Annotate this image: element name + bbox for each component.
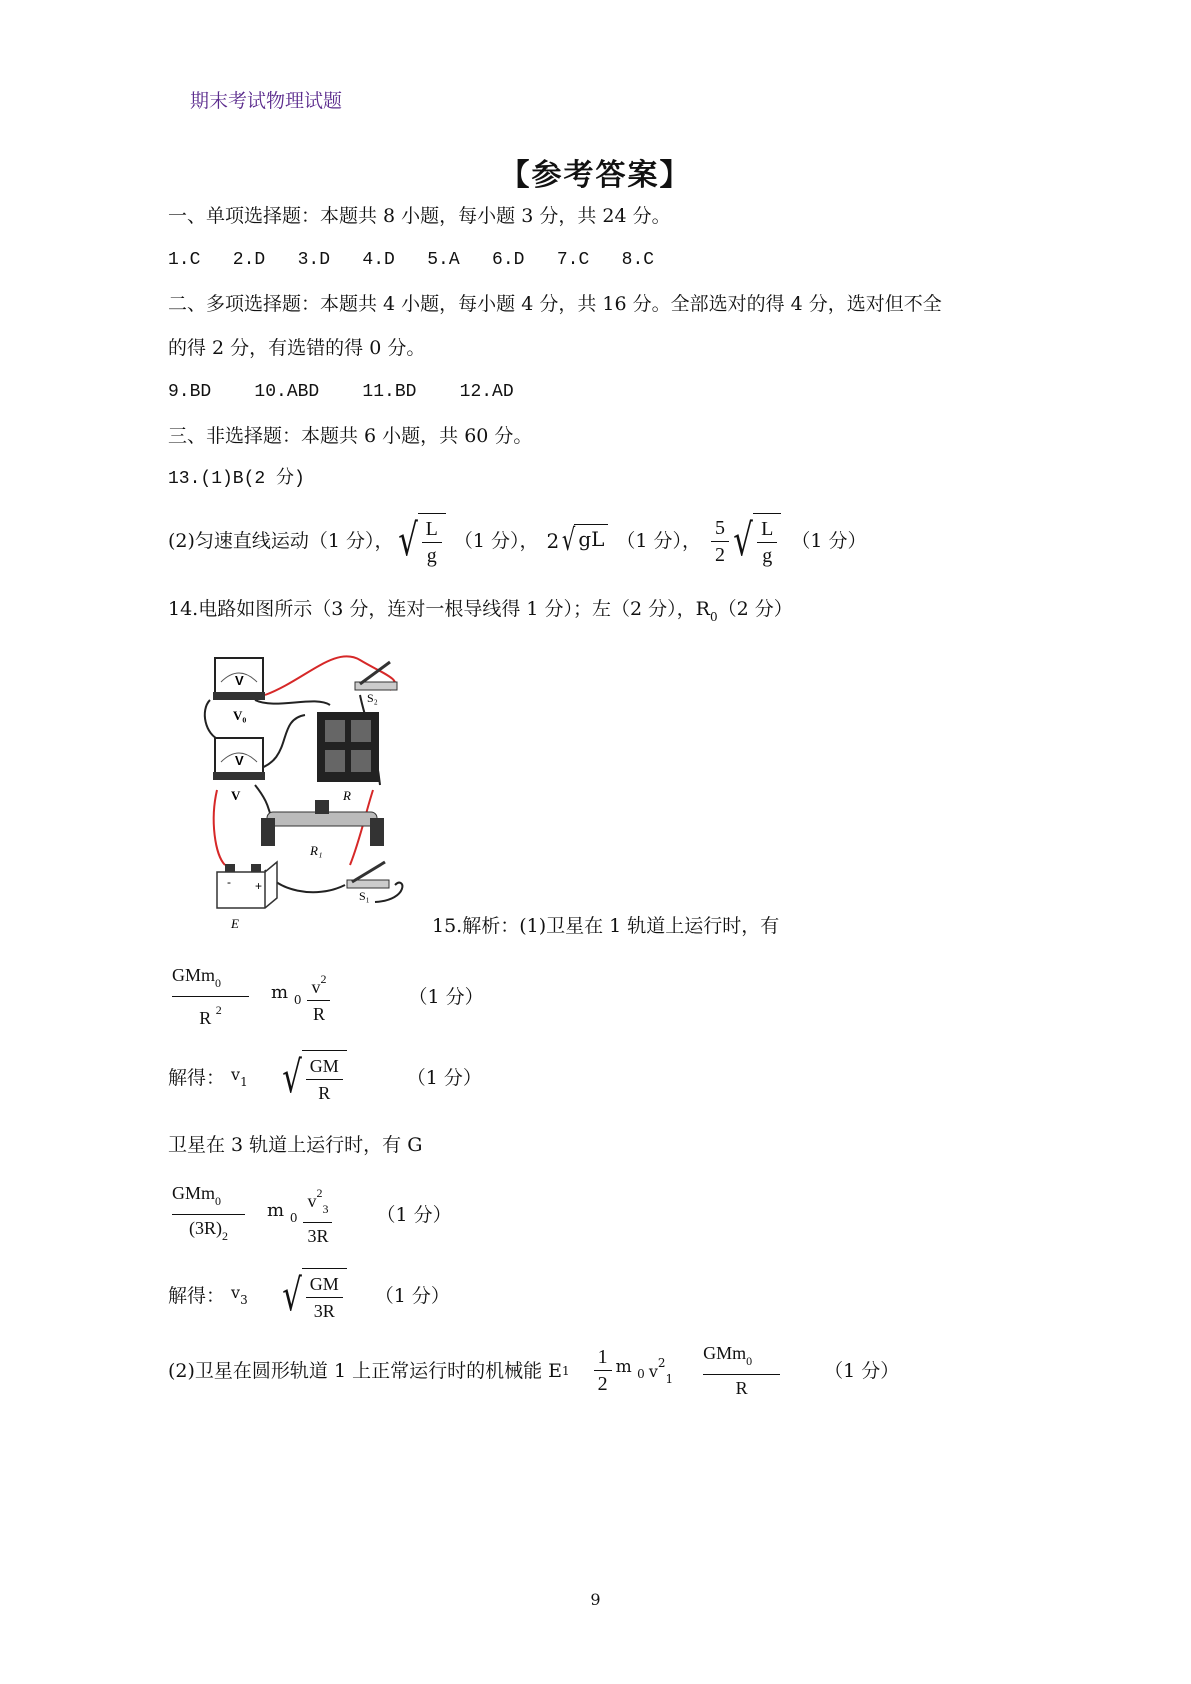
battery [217,862,277,908]
rheostat-r1 [261,800,384,846]
q15-part2: (2)卫星在圆形轨道 1 上正常运行时的机械能 E 1 $\frac{1}{2}$ m $_0$ $v^2_1$ $\frac{GMm_0}{R}$ （1 分） [168,1340,899,1401]
svg-text:+: + [255,879,263,893]
section2-heading-line2: 的得 2 分，有选错的得 0 分。 [168,337,426,359]
label-R: R [343,788,351,803]
q15-sol1: 解得： $v_1$ √ $\frac{GM}{R}$ （1 分） [168,1050,482,1106]
switch-s2 [355,662,397,690]
q14-text: 14.电路如图所示（3 分，连对一根导线得 1 分）；左（2 分），$R_0(2$ 分） [168,598,793,624]
q15-intro: 15.解析：(1)卫星在 1 轨道上运行时，有 [432,915,780,937]
label-S1: S₁ [359,889,370,903]
sqrt-L-over-g-2: √ $\frac{L}{g}$ [729,513,781,569]
q15-eq3: $\frac{GMm_0}{(3R)_2}$ m $_0$ $\frac{v^2_3}{3R}$ （1 分） [172,1180,452,1249]
sqrt-L-over-g: √ $\frac{L}{g}$ [394,513,446,569]
document-header: 期末考试物理试题 [190,90,343,112]
switch-s1 [347,862,389,888]
q13-part2-prefix: (2)匀速直线运动（1 分）， [168,530,394,552]
label-R1: R₁ [310,843,323,858]
q15-sol3: 解得： $v_3$ √ $\frac{GM}{3R}$ （1 分） [168,1268,450,1324]
svg-text:V: V [235,753,244,768]
q13-part2: (2)匀速直线运动（1 分）， √ $\frac{L}{g}$ （1 分）， 2 √ gL （1 分）， $\frac{5}{2}$ √ $\frac{L}{g}$ （1 分） [168,515,867,567]
label-S2: S₂ [367,691,378,705]
section1-heading: 一、单项选择题：本题共 8 小题，每小题 3 分，共 24 分。 [168,205,671,227]
label-V: V [231,788,241,803]
label-E: E [231,916,239,931]
section2-answers: 9.BD 10.ABD 11.BD 12.AD [168,382,514,402]
section3-heading: 三、非选择题：本题共 6 小题，共 60 分。 [168,425,533,447]
q15-orbit3: 卫星在 3 轨道上运行时，有 G [168,1134,423,1156]
page-title: 【参考答案】 [499,158,692,193]
page-number: 9 [590,1590,601,1609]
section1-answers: 1.C 2.D 3.D 4.D 5.A 6.D 7.C 8.C [168,250,655,270]
q13-part1: 13.(1)B(2 分) [168,469,305,489]
q15-eq1: $\frac{GMm_0}{R ^2}$ m $_0$ $\frac{v^2}{R}$ （1 分） [172,962,484,1031]
label-V0: V₀ [233,708,247,723]
section2-heading-line1: 二、多项选择题：本题共 4 小题，每小题 4 分，共 16 分。全部选对的得 4 分，选对但不全 [168,293,942,315]
svg-text:V: V [235,673,244,688]
five-halves: $\frac{5}{2}$ [711,515,729,568]
circuit-figure [195,640,425,940]
sqrt-gL: √ gL [559,524,608,558]
svg-text:-: - [227,875,231,889]
resistance-box [317,712,379,782]
